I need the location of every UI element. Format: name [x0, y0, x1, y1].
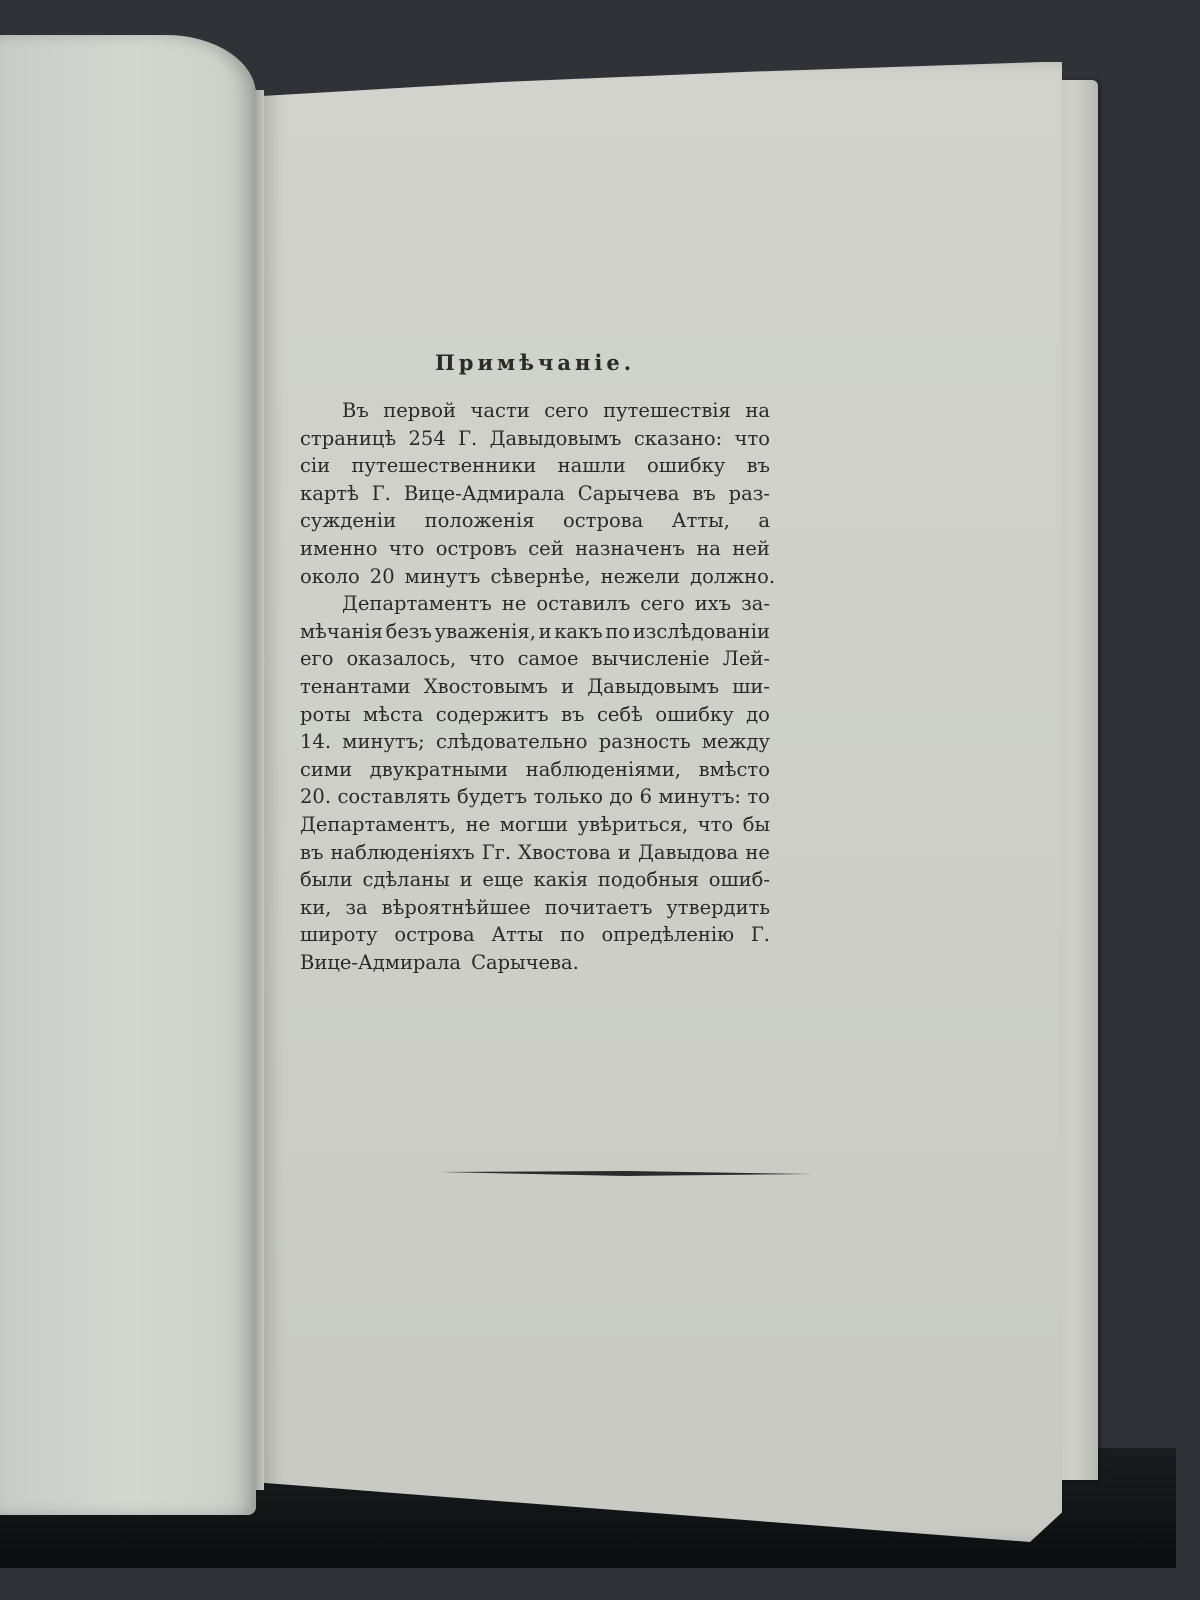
text-line: 14. минутъ; слѣдовательно разность между [300, 730, 770, 754]
text-line: широту острова Атты по опредѣленію Г. [300, 923, 770, 947]
paragraphs [300, 397, 776, 976]
text-line: Департаментъ, не могши увѣриться, что бы [300, 812, 770, 836]
text-line: страницѣ 254 Г. Давыдовымъ сказано: что [300, 426, 770, 450]
text-line: именно что островъ сей назначенъ на ней [300, 536, 770, 560]
text-line: были сдѣланы и еще какія подобныя ошиб- [300, 868, 770, 892]
text-line: роты мѣста содержитъ въ себѣ ошибку до [300, 702, 770, 726]
text-line: Вице-Адмирала Сарычева. [300, 950, 579, 974]
text-line: тенантами Хвостовымъ и Давыдовымъ ши- [300, 674, 770, 698]
text-line: его оказалось, что самое вычисленіе Лей- [300, 647, 770, 671]
left-page [0, 35, 256, 1515]
text-line: 20. составлять будетъ только до 6 минутъ: то [300, 785, 770, 809]
text-line: сіи путешественники нашли ошибку въ [300, 454, 770, 478]
page-title: Примѣчаніе. [434, 350, 636, 375]
text-line: около 20 минутъ сѣвернѣе, нежели должно. [300, 564, 776, 588]
text-line: картѣ Г. Вице-Адмирала Сарычева въ раз- [300, 481, 770, 505]
text-line: въ наблюденіяхъ Гг. Хвостова и Давыдова не [300, 840, 770, 864]
text-line: мѣчанія безъ уваженія, и какъ по изслѣдованіи [300, 619, 770, 643]
text-line: Департаментъ не оставилъ сего ихъ за- [342, 592, 770, 616]
page-text [300, 350, 776, 976]
text-line: ки, за вѣроятнѣйшее почитаетъ утвердить [300, 895, 770, 919]
decorative-rule [440, 1170, 812, 1176]
text-line: сужденіи положенія острова Атты, а [300, 509, 770, 533]
text-line: сими двукратными наблюденіями, вмѣсто [300, 757, 770, 781]
book-gutter [254, 90, 264, 1490]
text-line: Въ первой части сего путешествія на [342, 399, 770, 422]
